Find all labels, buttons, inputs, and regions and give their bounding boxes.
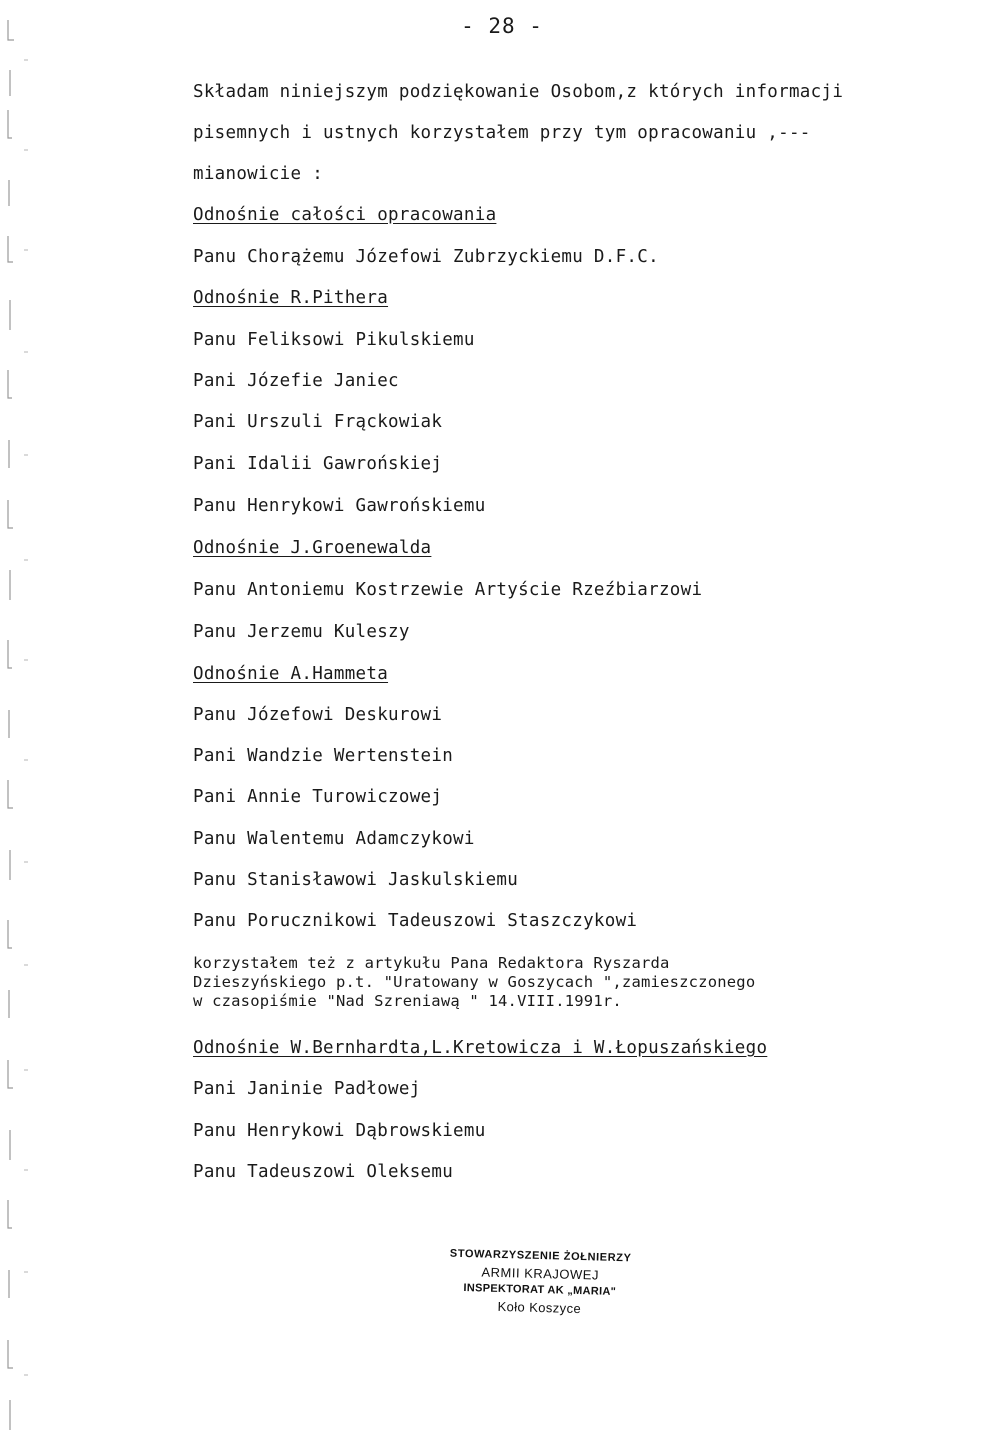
person-entry: Panu Porucznikowi Tadeuszowi Staszczykowi	[193, 911, 638, 931]
person-entry: Panu Stanisławowi Jaskulskiemu	[193, 870, 519, 890]
section-heading: Odnośnie J.Groenewalda	[193, 538, 432, 558]
person-entry: Panu Henrykowi Gawrońskiemu	[193, 496, 486, 516]
person-entry: Pani Wandzie Wertenstein	[193, 746, 454, 766]
person-entry: Panu Tadeuszowi Oleksemu	[193, 1162, 454, 1182]
person-entry: Panu Jerzemu Kuleszy	[193, 622, 410, 642]
person-entry: Pani Józefie Janiec	[193, 371, 399, 391]
person-entry: Pani Janinie Padłowej	[193, 1079, 421, 1099]
page-number: - 28 -	[461, 14, 543, 38]
person-entry: Panu Chorążemu Józefowi Zubrzyckiemu D.F.C.	[193, 247, 659, 267]
person-entry: Panu Walentemu Adamczykowi	[193, 829, 475, 849]
scan-edge-marks	[0, 0, 34, 1456]
section-heading: Odnośnie A.Hammeta	[193, 664, 389, 684]
note-line: w czasopiśmie "Nad Szreniawą " 14.VIII.1991r.	[193, 992, 622, 1010]
note-line: korzystałem też z artykułu Pana Redaktora Ryszarda	[193, 954, 670, 972]
stamp-line: INSPEKTORAT AK „MARIA"	[463, 1281, 617, 1298]
section-heading: Odnośnie całości opracowania	[193, 205, 497, 225]
person-entry: Panu Feliksowi Pikulskiemu	[193, 330, 475, 350]
organization-stamp	[439, 1245, 641, 1318]
person-entry: Panu Józefowi Deskurowi	[193, 705, 443, 725]
intro-line: pisemnych i ustnych korzystałem przy tym opracowaniu ,---	[193, 123, 811, 143]
stamp-line: ARMII KRAJOWEJ	[481, 1264, 600, 1283]
section-heading: Odnośnie R.Pithera	[193, 288, 389, 308]
section-heading: Odnośnie W.Bernhardta,L.Kretowicza i W.Łopuszańskiego	[193, 1038, 768, 1058]
intro-line: mianowicie :	[193, 164, 324, 184]
person-entry: Pani Annie Turowiczowej	[193, 787, 443, 807]
stamp-line: STOWARZYSZENIE ŻOŁNIERZY	[449, 1247, 632, 1265]
note-line: Dzieszyńskiego p.t. "Uratowany w Goszycach ",zamieszczonego	[193, 973, 756, 991]
person-entry: Pani Idalii Gawrońskiej	[193, 454, 443, 474]
intro-line: Składam niniejszym podziękowanie Osobom,z których informacji	[193, 82, 844, 102]
person-entry: Panu Antoniemu Kostrzewie Artyście Rzeźbiarzowi	[193, 580, 703, 600]
stamp-line: Koło Koszyce	[497, 1298, 582, 1317]
person-entry: Pani Urszuli Frąckowiak	[193, 412, 443, 432]
person-entry: Panu Henrykowi Dąbrowskiemu	[193, 1121, 486, 1141]
